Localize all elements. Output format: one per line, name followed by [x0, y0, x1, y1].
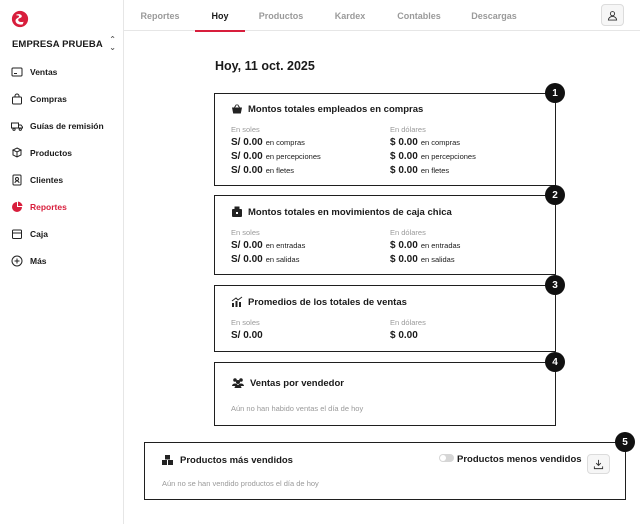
- amount-row: [231, 137, 305, 148]
- step-badge: 3: [545, 275, 565, 295]
- amount-value: S/ 0.00: [231, 137, 263, 148]
- top-products-card: [144, 442, 626, 500]
- card-title-text: Ventas por vendedor: [250, 377, 344, 389]
- tab-kardex[interactable]: Kardex: [334, 10, 366, 21]
- step-badge: 1: [545, 83, 565, 103]
- amount-row: [390, 254, 455, 265]
- sidebar-nav: [0, 58, 124, 274]
- amount-row: [390, 137, 460, 148]
- sidebar-item-reportes[interactable]: [0, 193, 124, 220]
- tab-hoy[interactable]: Hoy: [195, 0, 245, 31]
- purchases-card: [214, 93, 556, 186]
- amount-unit: en fletes: [420, 166, 450, 175]
- pie-chart-icon: [11, 201, 23, 213]
- cash-box-icon: [11, 228, 23, 240]
- sidebar-item-guias[interactable]: [0, 112, 124, 139]
- amount-row: [231, 254, 299, 265]
- chevron-up-down-icon: ⌃ ⌄: [109, 35, 116, 52]
- sidebar: [0, 0, 124, 524]
- shopping-bag-icon: [11, 93, 23, 105]
- tab-productos[interactable]: Productos: [258, 10, 304, 21]
- petty-cash-card: [214, 195, 556, 275]
- amount-unit: en salidas: [265, 255, 300, 264]
- amount-row: [231, 151, 321, 162]
- amount-row: [390, 151, 476, 162]
- boxes-stack-icon: [161, 454, 175, 466]
- sales-averages-card: [214, 285, 556, 352]
- users-icon: [231, 377, 245, 389]
- amount-value: $ 0.00: [390, 165, 418, 176]
- sidebar-item-label: Ventas: [30, 66, 58, 77]
- amount-value: S/ 0.00: [231, 165, 263, 176]
- toggle-label: Productos menos vendidos: [457, 454, 582, 465]
- company-selector[interactable]: [12, 36, 116, 52]
- sidebar-item-compras[interactable]: [0, 85, 124, 112]
- amount-value: S/ 0.00: [231, 240, 263, 251]
- contact-card-icon: [11, 174, 23, 186]
- soles-label: En soles: [231, 125, 260, 134]
- card-title: [161, 454, 293, 466]
- sidebar-item-label: Más: [30, 255, 47, 266]
- receipt-icon: [11, 66, 23, 78]
- card-title-text: Montos totales empleados en compras: [248, 103, 424, 115]
- sidebar-item-label: Reportes: [30, 201, 67, 212]
- amount-unit: en compras: [420, 138, 460, 147]
- download-button[interactable]: [587, 454, 610, 474]
- sidebar-item-clientes[interactable]: [0, 166, 124, 193]
- average-dolares-value: $ 0.00: [390, 330, 418, 341]
- least-sold-toggle[interactable]: [439, 454, 454, 462]
- tab-reportes[interactable]: Reportes: [140, 10, 180, 21]
- amount-value: $ 0.00: [390, 137, 418, 148]
- trend-chart-icon: [231, 296, 243, 308]
- empty-state-text: Aún no han habido ventas el día de hoy: [231, 404, 364, 413]
- step-badge: 5: [615, 432, 635, 452]
- amount-unit: en salidas: [420, 255, 455, 264]
- card-title-text: Productos más vendidos: [180, 454, 293, 466]
- user-icon: [607, 10, 618, 21]
- amount-unit: en percepciones: [420, 152, 476, 161]
- amount-row: [231, 240, 305, 251]
- brand-logo-icon[interactable]: [11, 10, 29, 28]
- soles-label: En soles: [231, 228, 260, 237]
- download-icon: [593, 459, 604, 470]
- amount-value: $ 0.00: [390, 254, 418, 265]
- amount-unit: en compras: [265, 138, 305, 147]
- truck-icon: [11, 120, 23, 132]
- empty-state-text: Aún no se han vendido productos el día de hoy: [162, 479, 319, 488]
- step-badge: 2: [545, 185, 565, 205]
- amount-row: [231, 165, 294, 176]
- tab-descargas[interactable]: Descargas: [471, 10, 517, 21]
- amount-unit: en percepciones: [265, 152, 321, 161]
- page-title: Hoy, 11 oct. 2025: [215, 59, 315, 73]
- amount-value: S/ 0.00: [231, 151, 263, 162]
- sidebar-item-caja[interactable]: [0, 220, 124, 247]
- amount-unit: en fletes: [265, 166, 295, 175]
- sidebar-item-label: Guías de remisión: [30, 120, 104, 131]
- dolares-label: En dólares: [390, 125, 426, 134]
- sidebar-item-mas[interactable]: [0, 247, 124, 274]
- step-badge: 4: [545, 352, 565, 372]
- sidebar-item-label: Clientes: [30, 174, 64, 185]
- amount-row: [390, 240, 460, 251]
- sidebar-item-label: Caja: [30, 228, 48, 239]
- card-title: [231, 377, 344, 389]
- top-tab-bar: [124, 0, 640, 31]
- sales-by-seller-card: [214, 362, 556, 426]
- card-title-text: Montos totales en movimientos de caja chica: [248, 206, 452, 218]
- dolares-label: En dólares: [390, 228, 426, 237]
- card-title-text: Promedios de los totales de ventas: [248, 296, 407, 308]
- amount-value: S/ 0.00: [231, 254, 263, 265]
- amount-row: [390, 165, 449, 176]
- plus-circle-icon: [11, 255, 23, 267]
- amount-unit: en entradas: [265, 241, 306, 250]
- sidebar-item-ventas[interactable]: [0, 58, 124, 85]
- average-soles-value: S/ 0.00: [231, 330, 263, 341]
- boxes-icon: [11, 147, 23, 159]
- sidebar-item-label: Productos: [30, 147, 73, 158]
- card-title: [231, 296, 407, 308]
- card-title: [231, 206, 452, 218]
- dolares-label: En dólares: [390, 318, 426, 327]
- amount-value: $ 0.00: [390, 151, 418, 162]
- user-account-button[interactable]: [601, 4, 624, 26]
- soles-label: En soles: [231, 318, 260, 327]
- tab-contables[interactable]: Contables: [397, 10, 441, 21]
- sidebar-item-label: Compras: [30, 93, 67, 104]
- amount-unit: en entradas: [420, 241, 461, 250]
- amount-value: $ 0.00: [390, 240, 418, 251]
- cash-register-icon: [231, 206, 243, 218]
- basket-icon: [231, 103, 243, 115]
- card-title: [231, 103, 423, 115]
- company-name: EMPRESA PRUEBA: [12, 38, 103, 50]
- sidebar-item-productos[interactable]: [0, 139, 124, 166]
